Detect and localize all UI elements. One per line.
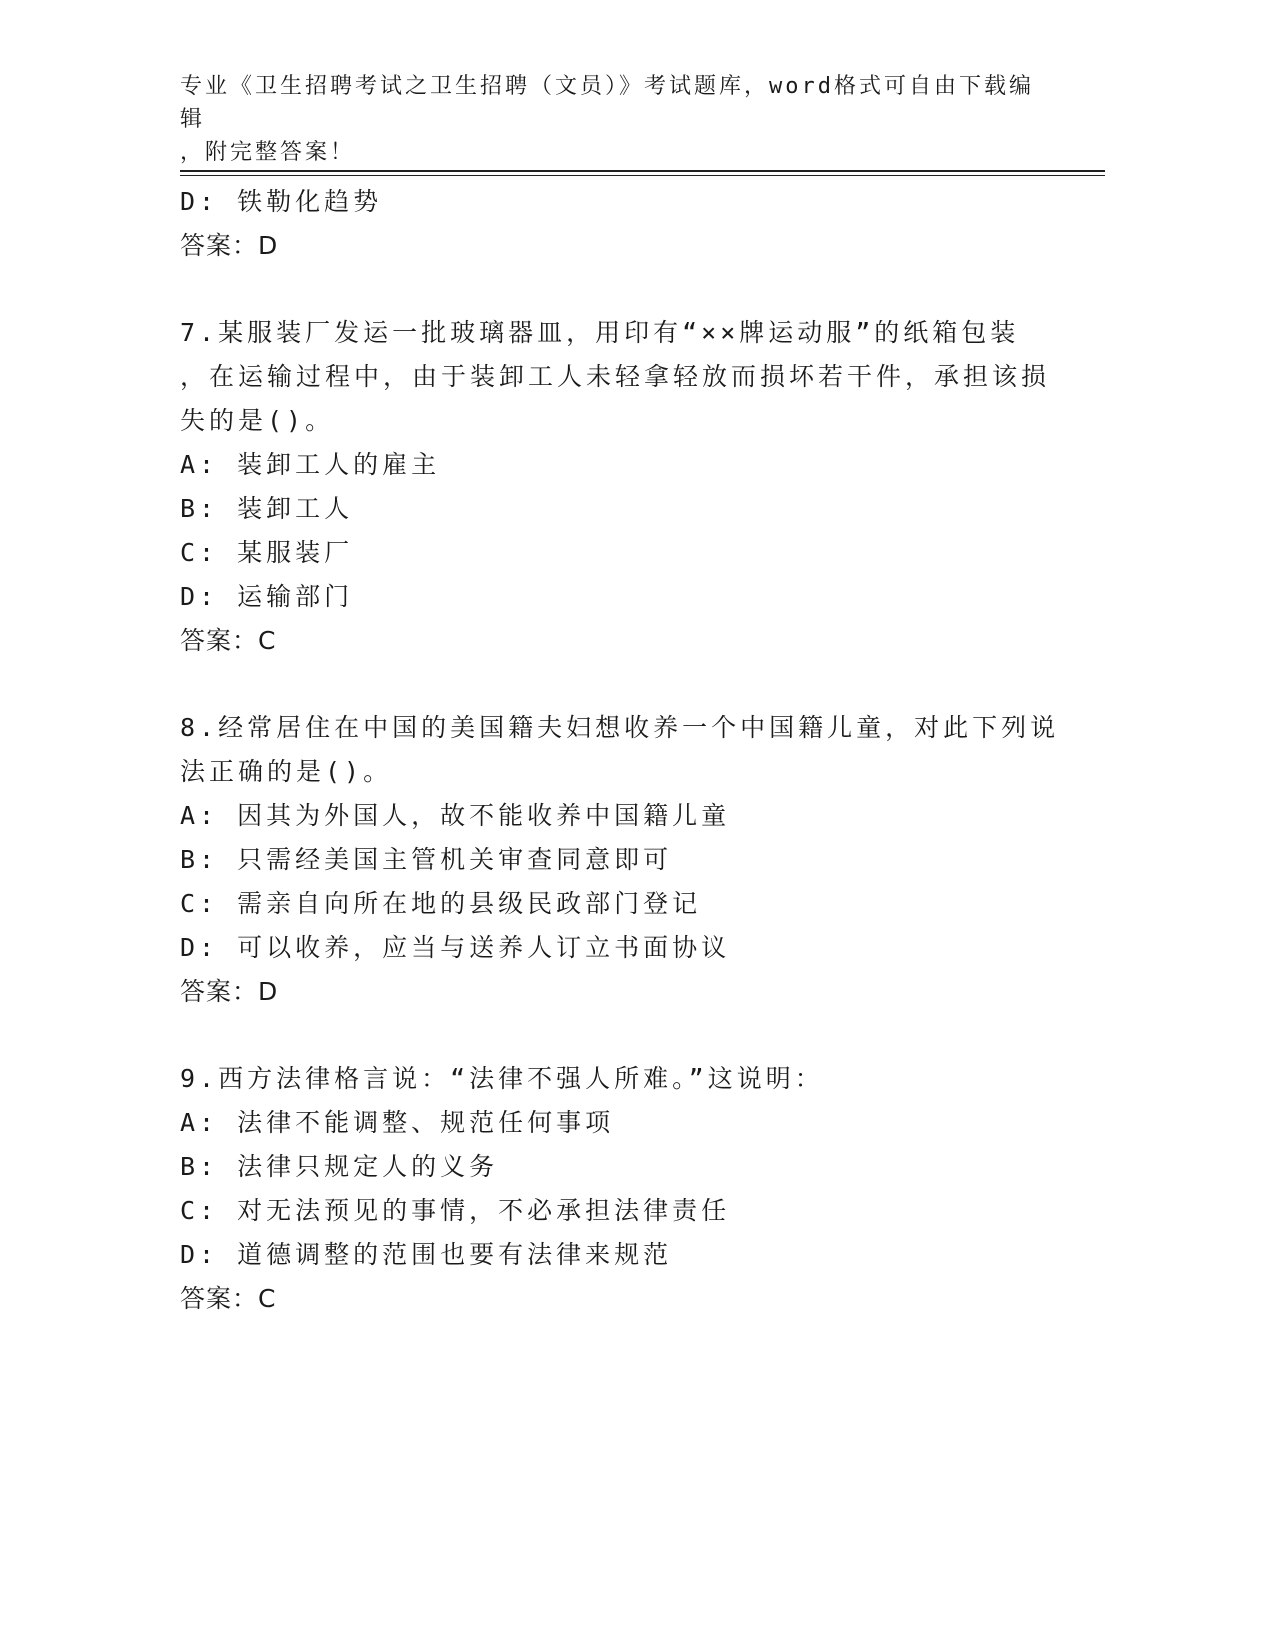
question-stem-line: 8.经常居住在中国的美国籍夫妇想收养一个中国籍儿童，对此下列说: [180, 713, 1060, 742]
answer-line: 答案：C: [180, 626, 277, 655]
option-b: B: 只需经美国主管机关审查同意即可: [180, 845, 673, 874]
question-7: [180, 311, 1051, 663]
option-c: C: 某服装厂: [180, 538, 354, 567]
option-a: A: 装卸工人的雇主: [180, 450, 441, 479]
option-d: D: 道德调整的范围也要有法律来规范: [180, 1240, 673, 1269]
header-divider-thin: [180, 175, 1105, 176]
question-stem-line: 法正确的是()。: [180, 757, 393, 786]
option-c: C: 需亲自向所在地的县级民政部门登记: [180, 889, 702, 918]
previous-question-tail: [180, 180, 1040, 268]
header-line-2: ，附完整答案！: [180, 140, 356, 165]
option-d: D: 运输部门: [180, 582, 354, 611]
option-b: B: 装卸工人: [180, 494, 354, 523]
question-9: [180, 1057, 1040, 1321]
header-line-1: 专业《卫生招聘考试之卫生招聘（文员）》考试题库，word格式可自由下载编辑: [180, 74, 1034, 132]
header-divider-thick: [180, 170, 1105, 172]
option-b: B: 法律只规定人的义务: [180, 1152, 499, 1181]
question-stem-line: 7.某服装厂发运一批玻璃器皿，用印有“××牌运动服”的纸箱包装: [180, 318, 1020, 347]
option-a: A: 法律不能调整、规范任何事项: [180, 1108, 615, 1137]
question-8: [180, 706, 1060, 1014]
answer-line: 答案：D: [180, 977, 279, 1006]
option-d: D: 可以收养，应当与送养人订立书面协议: [180, 933, 731, 962]
option-d: D: 铁勒化趋势: [180, 187, 383, 216]
document-header: [180, 70, 1040, 169]
answer-line: 答案：D: [180, 231, 279, 260]
option-a: A: 因其为外国人，故不能收养中国籍儿童: [180, 801, 731, 830]
question-stem-line: 9.西方法律格言说：“法律不强人所难。”这说明：: [180, 1064, 824, 1093]
question-stem-line: 失的是()。: [180, 406, 335, 435]
question-stem-line: ，在运输过程中，由于装卸工人未轻拿轻放而损坏若干件，承担该损: [180, 362, 1051, 391]
option-c: C: 对无法预见的事情，不必承担法律责任: [180, 1196, 731, 1225]
document-body: [180, 180, 1060, 1321]
answer-line: 答案：C: [180, 1284, 277, 1313]
